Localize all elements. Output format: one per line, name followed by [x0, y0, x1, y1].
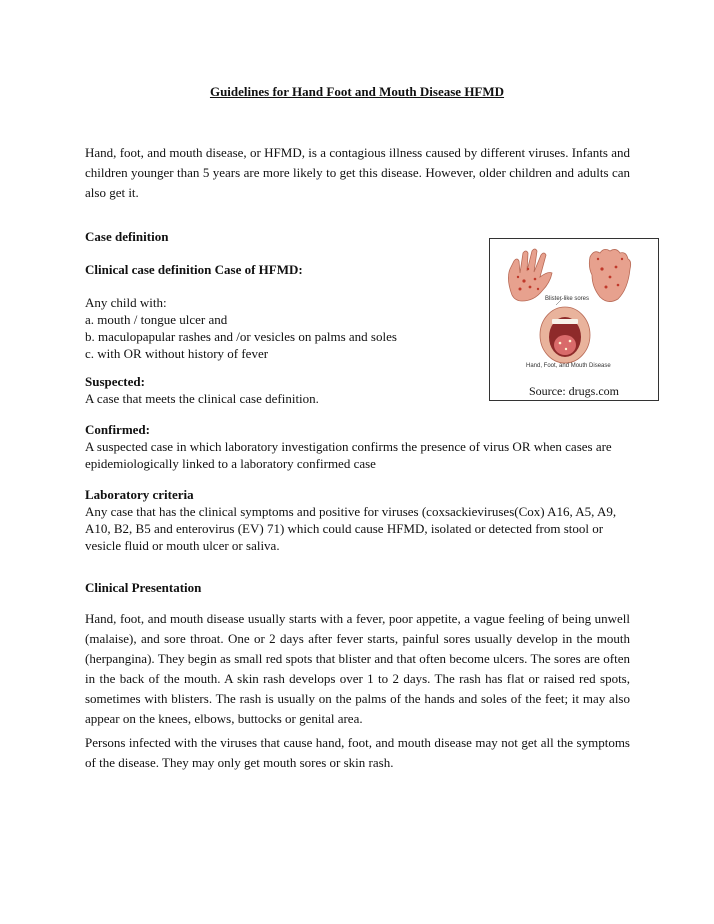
mouth-illustration [540, 307, 590, 363]
figure-caption: Source: drugs.com [529, 384, 619, 398]
clinical-case-heading: Clinical case definition Case of HFMD: [85, 262, 303, 277]
hand-illustration [508, 249, 552, 301]
confirmed-text: A suspected case in which laboratory investigation confirms the presence of virus OR when cases are epidemiologically linked to a laboratory confirmed case [85, 439, 612, 471]
lab-heading: Laboratory criteria [85, 487, 194, 502]
criteria-item: b. maculopapular rashes and /or vesicles on palms and soles [85, 329, 397, 344]
confirmed-heading: Confirmed: [85, 422, 150, 437]
lab-block [85, 486, 630, 554]
hfmd-illustration [490, 239, 658, 379]
criteria-item: a. mouth / tongue ulcer and [85, 312, 228, 327]
intro-paragraph: Hand, foot, and mouth disease, or HFMD, is a contagious illness caused by different viruses. Infants and children younger than 5 years are more likely to get this disease. However, older children and adults can also get it. [85, 145, 630, 200]
lab-text: Any case that has the clinical symptoms and positive for viruses (coxsackieviruses(Cox) A16, A5, A9, A10, B2, B5 and enterovirus (EV) 71) which could cause HFMD, isolated or detected from stool or vesicle fluid or mouth ulcer or saliva. [85, 504, 617, 553]
image-label: Hand, Foot, and Mouth Disease [526, 363, 611, 369]
confirmed-block [85, 421, 630, 472]
clinical-presentation-para1: Hand, foot, and mouth disease usually starts with a fever, poor appetite, a vague feeling of being unwell (malaise), and sore throat. One or 2 days after fever starts, painful sores usually develop in the mouth (herpangina). They begin as small red spots that blister and that often become ulcers. The sores are often in the back of the mouth. A skin rash develops over 1 to 2 days. The rash has flat or raised red spots, sometimes with blisters. The rash is usually on the palms of the hands and soles of the feet; it may also appear on the knees, elbows, buttocks or genital area. [85, 611, 630, 726]
clinical-presentation-para2: Persons infected with the viruses that cause hand, foot, and mouth disease may not get all the symptoms of the disease. They may only get mouth sores or skin rash. [85, 735, 630, 770]
clinical-presentation-heading: Clinical Presentation [85, 580, 202, 595]
suspected-text: A case that meets the clinical case definition. [85, 391, 319, 406]
criteria-item: c. with OR without history of fever [85, 346, 269, 361]
suspected-heading: Suspected: [85, 374, 145, 389]
case-definition-heading: Case definition [85, 229, 169, 244]
page-title: Guidelines for Hand Foot and Mouth Disease HFMD [209, 84, 505, 99]
hfmd-figure [489, 238, 659, 401]
foot-illustration [589, 249, 630, 301]
blister-label: Blister-like sores [545, 296, 590, 302]
criteria-intro: Any child with: [85, 295, 167, 310]
